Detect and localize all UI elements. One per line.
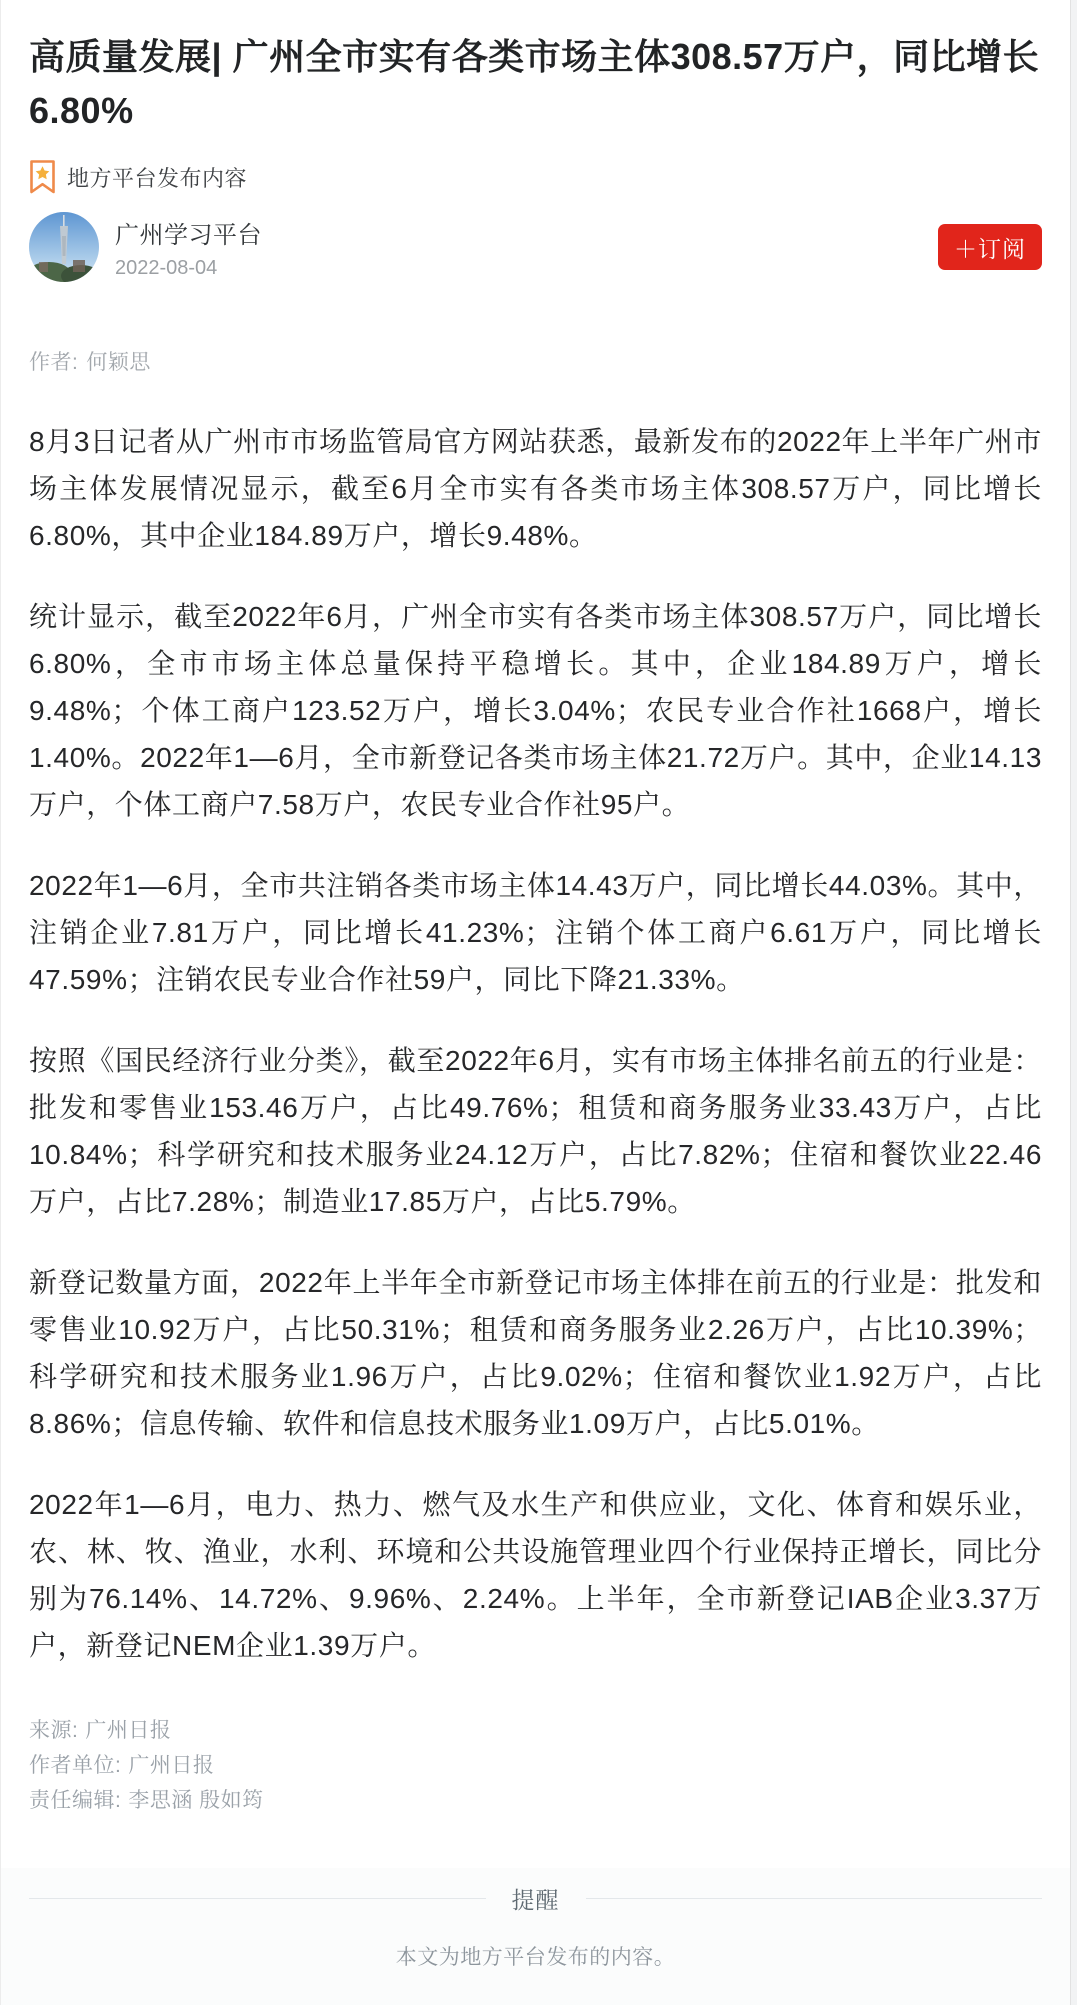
paragraph: 2022年1—6月，电力、热力、燃气及水生产和供应业，文化、体育和娱乐业，农、林、牧、渔业，水利、环境和公共设施管理业四个行业保持正增长，同比分别为76.14%、14.72%、9.96%、2.24%。上半年，全市新登记IAB企业3.37万户，新登记NEM企业1.39万户。 <box>29 1489 1042 1661</box>
publisher-row <box>29 212 1042 282</box>
meta-author-unit <box>29 1748 1042 1783</box>
meta-editor-label: 责任编辑: <box>29 1789 122 1812</box>
paragraph: 按照《国民经济行业分类》，截至2022年6月，实有市场主体排名前五的行业是：批发和零售业153.46万户，占比49.76%；租赁和商务服务业33.43万户，占比10.84%；科学研究和技术服务业24.12万户，占比7.82%；住宿和餐饮业22.46万户，占比7.28%；制造业17.85万户，占比5.79%。 <box>29 1045 1042 1217</box>
meta-editor <box>29 1783 1042 1818</box>
paragraph: 统计显示，截至2022年6月，广州全市实有各类市场主体308.57万户，同比增长6.80%，全市市场主体总量保持平稳增长。其中，企业184.89万户，增长9.48%；个体工商户123.52万户，增长3.04%；农民专业合作社1668户，增长1.40%。2022年1—6月，全市新登记各类市场主体21.72万户。其中，企业14.13万户，个体工商户7.58万户，农民专业合作社95户。 <box>29 601 1042 820</box>
reminder-title: 提醒 <box>511 1887 560 1913</box>
paragraph: 2022年1—6月，全市共注销各类市场主体14.43万户，同比增长44.03%。其中，注销企业7.81万户，同比增长41.23%；注销个体工商户6.61万户，同比增长47.59%；注销农民专业合作社59户，同比下降21.33%。 <box>29 870 1042 995</box>
publisher-info <box>115 215 262 280</box>
badge-label: 地方平台发布内容 <box>67 165 248 191</box>
source-meta <box>29 1713 1042 1818</box>
paragraph: 8月3日记者从广州市市场监管局官方网站获悉，最新发布的2022年上半年广州市场主体发展情况显示，截至6月全市实有各类市场主体308.57万户，同比增长6.80%，其中企业184.89万户，增长9.48%。 <box>29 426 1042 551</box>
reminder-text: 本文为地方平台发布的内容。 <box>395 1946 676 1969</box>
author-value: 何颖思 <box>86 351 151 374</box>
bookmark-star-icon <box>29 160 56 194</box>
meta-source <box>29 1713 1042 1748</box>
avatar[interactable] <box>29 212 99 282</box>
publisher-name[interactable]: 广州学习平台 <box>115 221 262 249</box>
meta-source-value: 广州日报 <box>85 1719 172 1742</box>
meta-editor-value: 李思涵 殷如筠 <box>128 1789 264 1812</box>
meta-author-unit-value: 广州日报 <box>128 1754 215 1777</box>
meta-author-unit-label: 作者单位: <box>29 1754 122 1777</box>
paragraph: 新登记数量方面，2022年上半年全市新登记市场主体排在前五的行业是：批发和零售业10.92万户，占比50.31%；租赁和商务服务业2.26万户，占比10.39%；科学研究和技术服务业1.96万户，占比9.02%；住宿和餐饮业1.92万户，占比8.86%；信息传输、软件和信息技术服务业1.09万户，占比5.01%。 <box>29 1267 1042 1439</box>
publish-date: 2022-08-04 <box>115 256 218 279</box>
platform-badge <box>29 160 1042 194</box>
reminder-divider <box>29 1882 1042 1915</box>
page-title: 高质量发展| 广州全市实有各类市场主体308.57万户，同比增长6.80% <box>29 36 1040 131</box>
subscribe-button[interactable]: ＋订阅 <box>938 224 1042 270</box>
author-label: 作者: <box>29 351 79 374</box>
article-body <box>29 418 1042 1669</box>
meta-source-label: 来源: <box>29 1719 79 1742</box>
canton-tower-image <box>29 212 99 282</box>
reminder-section <box>1 1868 1070 2005</box>
author-line <box>29 346 1042 376</box>
